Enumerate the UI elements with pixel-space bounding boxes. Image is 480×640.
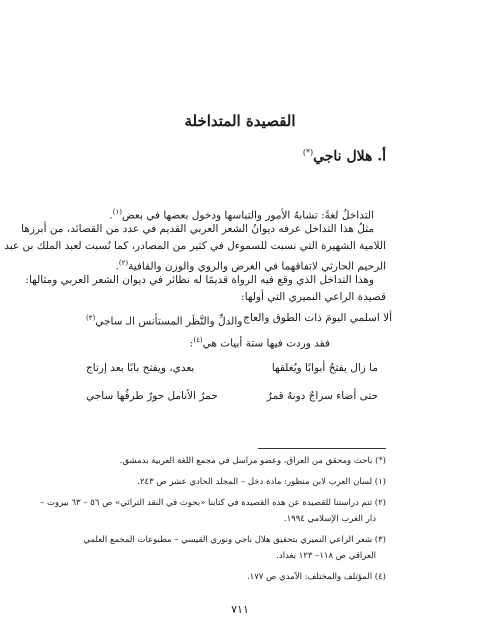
footnote-3-continued: دار الغرب الإسلامي ١٩٩٤. bbox=[283, 514, 376, 524]
body-line-text: قصيدة الراعي النميري التي أولها: bbox=[241, 291, 386, 303]
body-line-3 bbox=[4, 238, 386, 254]
footnote-ref: (١) bbox=[112, 208, 123, 216]
page-number: ٧١١ bbox=[231, 603, 249, 616]
article-title: القصيدة المتداخلة bbox=[184, 112, 296, 130]
body-line-6 bbox=[86, 289, 386, 305]
footnote-separator bbox=[258, 448, 386, 449]
verse-2 bbox=[86, 360, 392, 376]
footnote-2: (١) لسان العرب لابن منظور: مادة دخل – المجلد الحادي عشر ص ٢٤٣. bbox=[137, 477, 386, 487]
body-line-4: الرحيم الحارثي لاتفاقهما في الغرض والروي والوزن والقافية$^{(٢)}$. bbox=[115, 259, 386, 273]
footnote-ref: (٤) bbox=[193, 336, 203, 344]
verse-2-first-hemistich: ما زال يفتحُ أبوابًا ويُغلقها bbox=[271, 362, 378, 374]
author-name bbox=[303, 148, 386, 165]
verse-intro-text: فقد وردت فيها ستة أبيات هي bbox=[202, 337, 330, 350]
body-line-2 bbox=[21, 221, 374, 237]
body-line-text: اللامية الشهيرة التي نسبت للسموءل في كثير من المصادر، كما نُسبت لعبد الملك بن عبد bbox=[4, 240, 386, 252]
footnote-ref: (٣) bbox=[86, 314, 96, 322]
verse-3-second-hemistich: حمرُ الأنامل حورٌ طرفُها ساجي bbox=[86, 390, 218, 402]
verse-intro: فقد وردت فيها ستة أبيات هي$^{(٤)}$: bbox=[189, 336, 330, 350]
footnote-5: (٤) المؤتلف والمختلف: الآمدي ص ١٧٧. bbox=[246, 572, 386, 582]
footnote-3: (٢) تتم دراستنا للقصيدة عن هذه القصيدة في كتابنا «بحوث في النقد التراثي» ص ٥٦ – ٦٣ بيروت – bbox=[40, 498, 386, 508]
verse-2-second-hemistich: بعدي، ويفتح بابًا بعد إرتاج bbox=[86, 362, 195, 374]
footnote-4-continued: العراقي ص ١١٨– ١٢٣ بغداد. bbox=[276, 551, 376, 561]
verse-1-second-hemistich bbox=[86, 310, 242, 330]
footnote-ref: (٢) bbox=[118, 259, 129, 267]
footnote-1: (*) باحث ومحقق من العراق، وعضو مراسل في مجمع اللغة العربية بدمشق. bbox=[119, 456, 386, 466]
author-note-marker: (*) bbox=[302, 148, 314, 157]
verse-1-first-hemistich: ألا اسلمي اليومَ ذات الطوق والعاج bbox=[243, 312, 392, 324]
author-text: أ. هلال ناجي bbox=[313, 148, 386, 165]
verse-1 bbox=[86, 310, 392, 326]
body-line-1: التداخلُ لغةً: تشابهُ الأمور والتباسها ودخول بعضها في بعض$^{(١)}$. bbox=[109, 208, 374, 222]
body-line-text: وهذا التداخل الذي وقع فيه الرواة قديمًا له نظائر في ديوان الشعر العربي ومثالها: bbox=[25, 274, 374, 286]
verse-3 bbox=[86, 388, 392, 404]
body-line-text: التداخلُ لغةً: تشابهُ الأمور والتباسها ودخول بعضها في بعض bbox=[122, 209, 374, 222]
body-line-text: مثلُ هذا التداخل عرفه ديوانُ الشعر العربي القديم في عدد من القصائد، من أبرزها bbox=[21, 223, 374, 235]
verse-3-first-hemistich: حتى أضاء سراجٌ دونهُ قمرٌ bbox=[266, 390, 378, 402]
body-line-text: الرحيم الحارثي لاتفاقهما في الغرض والروي والوزن والقافية bbox=[128, 260, 386, 273]
hemistich-text: والدلِّ والنَّظَر المستأنس الـ ساجي bbox=[95, 315, 243, 328]
body-line-5 bbox=[25, 272, 374, 288]
footnote-4: (٣) شعر الراعي النميري بتحقيق هلال ناجي ونوري القيسي – مطبوعات المجمع العلمي bbox=[83, 535, 386, 545]
